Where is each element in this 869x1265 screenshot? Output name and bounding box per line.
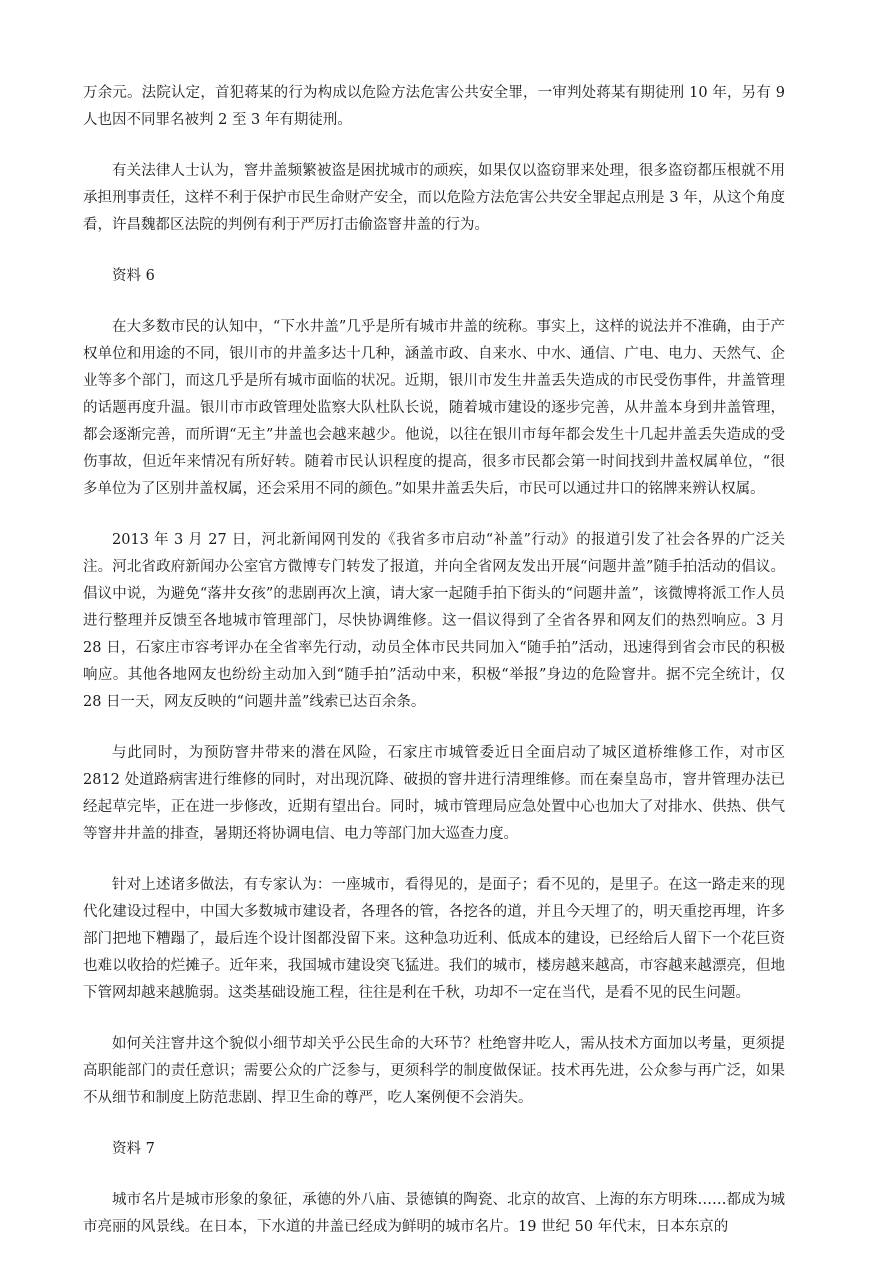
paragraph-expert-opinion: 针对上述诸多做法，有专家认为：一座城市，看得见的，是面子；看不见的，是里子。在这一路走来的现代化建设过程中，中国大多数城市建设者，各理各的管，各挖各的道，并且今天埋了的，明天重挖再埋，许多部门把地下糟蹋了，最后连个设计图都没留下来。这种急功近利、低成本的建设，已经给后人留下一个花巨资也难以收拾的烂摊子。近年来，我国城市建设突飞猛进。我们的城市，楼房越来越高，市容越来越漂亮，但地下管网却越来越脆弱。这类基础设施工程，往往是利在千秋，功却不一定在当代，是看不见的民生问题。: [83, 877, 785, 1001]
paragraph-city-card: 城市名片是城市形象的象征，承德的外八庙、景德镇的陶瓷、北京的故宫、上海的东方明珠……都成为城市亮丽的风景线。在日本，下水道的井盖已经成为鲜明的城市名片。19 世纪 50 年代末，日本东京的: [83, 1192, 785, 1235]
paragraph-continuation: 万余元。法院认定，首犯蒋某的行为构成以危险方法危害公共安全罪，一审判处蒋某有期徒刑 10 年，另有 9 人也因不同罪名被判 2 至 3 年有期徒刑。: [83, 85, 785, 128]
paragraph-yinchuan-manholes: 在大多数市民的认知中，“下水井盖”几乎是所有城市井盖的统称。事实上，这样的说法并不准确，由于产权单位和用途的不同，银川市的井盖多达十几种，涵盖市政、自来水、中水、通信、广电、电力、天然气、企业等多个部门，而这几乎是所有城市面临的状况。近期，银川市发生井盖丢失造成的市民受伤事件，井盖管理的话题再度升温。银川市市政管理处监察大队杜队长说，随着城市建设的逐步完善，从井盖本身到井盖管理，都会逐渐完善，而所谓“无主”井盖也会越来越少。他说，以往在银川市每年都会发生十几起井盖丢失造成的受伤事故，但近年来情况有所好转。随着市民认识程度的提高，很多市民都会第一时间找到井盖权属单位，“很多单位为了区别井盖权属，还会采用不同的颜色。”如果井盖丢失后，市民可以通过井口的铭牌来辨认权属。: [83, 319, 785, 497]
paragraph-legal-opinion: 有关法律人士认为，窨井盖频繁被盗是困扰城市的顽疾，如果仅以盗窃罪来处理，很多盗窃都压根就不用承担刑事责任，这样不利于保护市民生命财产安全，而以危险方法危害公共安全罪起点刑是 3 年，从这个角度看，许昌魏都区法院的判例有利于严厉打击偷盗窨井盖的行为。: [83, 163, 785, 233]
section-heading-material-7: 资料 7: [112, 1141, 155, 1157]
paragraph-conclusion: 如何关注窨井这个貌似小细节却关乎公民生命的大环节？杜绝窨井吃人，需从技术方面加以考量，更须提高职能部门的责任意识；需要公众的广泛参与，更须科学的制度做保证。技术再先进，公众参与再广泛，如果不从细节和制度上防范悲剧、捍卫生命的尊严，吃人案例便不会消失。: [83, 1036, 785, 1106]
section-heading-material-6: 资料 6: [112, 268, 155, 284]
paragraph-shijiazhuang-repairs: 与此同时，为预防窨井带来的潜在风险，石家庄市城管委近日全面启动了城区道桥维修工作，对市区 2812 处道路病害进行维修的同时，对出现沉降、破损的窨井进行清理维修。而在秦皇岛市，窨井管理办法已经起草完毕，正在进一步修改，近期有望出台。同时，城市管理局应急处置中心也加大了对排水、供热、供气等窨井井盖的排查，暑期还将协调电信、电力等部门加大巡查力度。: [83, 745, 785, 842]
paragraph-hebei-campaign: 2013 年 3 月 27 日，河北新闻网刊发的《我省多市启动“补盖”行动》的报道引发了社会各界的广泛关注。河北省政府新闻办公室官方微博专门转发了报道，并向全省网友发出开展“问题井盖”随手拍活动的倡议。倡议中说，为避免“落井女孩”的悲剧再次上演，请大家一起随手拍下街头的“问题井盖”，该微博将派工作人员进行整理并反馈至各地城市管理部门，尽快协调维修。这一倡议得到了全省各界和网友们的热烈响应。3 月 28 日，石家庄市容考评办在全省率先行动，动员全体市民共同加入“随手拍”活动，迅速得到省会市民的积极响应。其他各地网友也纷纷主动加入到“随手拍”活动中来，积极“举报”身边的危险窨井。据不完全统计，仅 28 日一天，网友反映的“问题井盖”线索已达百余条。: [83, 532, 785, 710]
document-page: [83, 80, 785, 1265]
